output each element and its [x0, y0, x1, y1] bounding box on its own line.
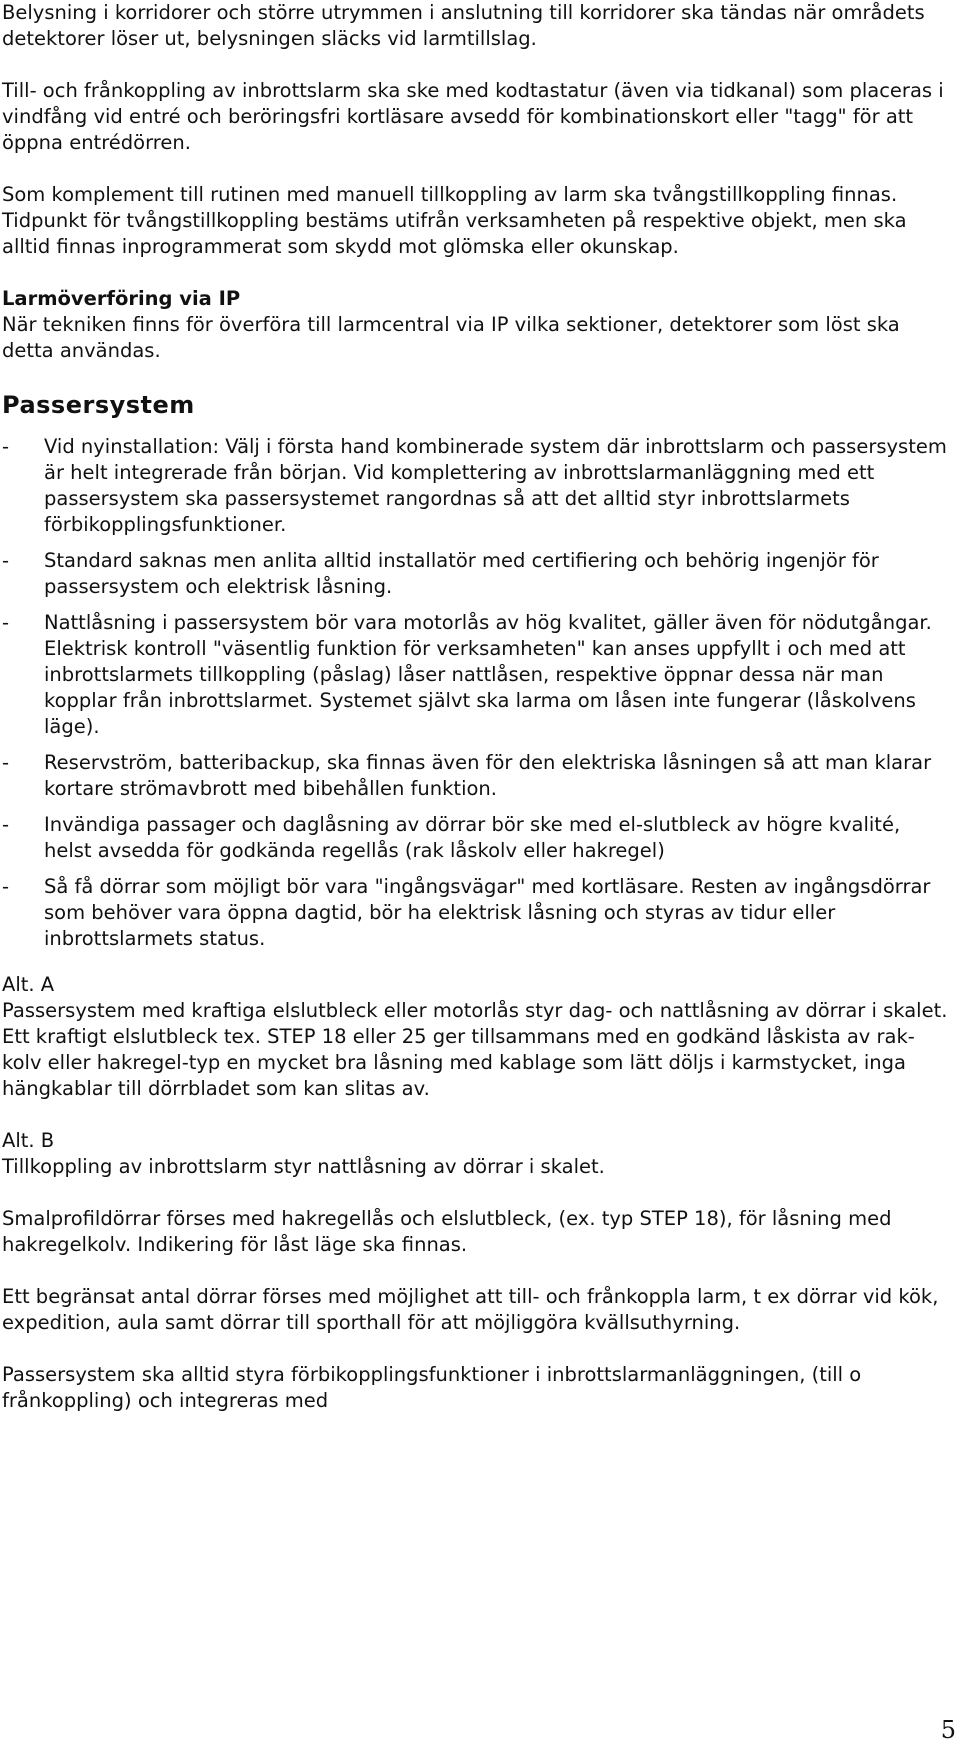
- page-number: 5: [940, 1716, 956, 1744]
- document-body: [2, 0, 952, 1414]
- passersystem-list: [2, 434, 952, 952]
- list-item: [2, 750, 952, 802]
- heading-ip-transfer: Larmöverföring via IP: [2, 287, 241, 310]
- list-item-text: Nattlåsning i passersystem bör vara motorlås av hög kvalitet, gäller även för nödutgångar. Elektrisk kontroll "väsentlig funktion för verksamheten" kan anses uppfyllt i och med att inbrottslarmets tillkoppling (påslag) låser nattlåsen, respektive öppnar dessa när man kopplar från inbrottslarmet. Systemet självt ska larma om låsen inte fungerar (låskolvens läge).: [44, 611, 932, 738]
- list-item-text: Så få dörrar som möjligt bör vara "ingångsvägar" med kortläsare. Resten av ingångsdörrar som behöver vara öppna dagtid, bör ha elektrisk låsning och styras av tidur eller inbrottslarmets status.: [44, 875, 931, 950]
- list-item-text: Invändiga passager och daglåsning av dörrar bör ske med el-slutbleck av högre kvalité, helst avsedda för godkända regellås (rak låskolv eller hakregel): [44, 813, 901, 862]
- alt-b-label: Alt. B: [2, 1129, 55, 1152]
- list-item-text: Standard saknas men anlita alltid installatör med certifiering och behörig ingenjör för passersystem och elektrisk låsning.: [44, 549, 879, 598]
- list-dash: -: [2, 813, 10, 836]
- list-item: [2, 874, 952, 952]
- list-item: [2, 548, 952, 600]
- paragraph-forced-arming: Som komplement till rutinen med manuell tillkoppling av larm ska tvångstillkoppling finnas. Tidpunkt för tvångstillkoppling bestäms utifrån verksamheten på respektive objekt, men ska alltid finnas inprogrammerat som skydd mot glömska eller okunskap.: [2, 183, 913, 258]
- paragraph-alarm-switching: Till- och frånkoppling av inbrottslarm ska ske med kodtastatur (även via tidkanal) som placeras i vindfång vid entré och beröringsfri kortläsare avsedd för kombinationskort eller "tagg" för att öppna entrédörren.: [2, 79, 950, 154]
- list-item: [2, 812, 952, 864]
- paragraph-limited-doors: Ett begränsat antal dörrar förses med möjlighet att till- och frånkoppla larm, t ex dörrar vid kök, expedition, aula samt dörrar till sporthall för att möjliggöra kvällsuthyrning.: [2, 1285, 945, 1334]
- paragraph-bypass-functions: Passersystem ska alltid styra förbikopplingsfunktioner i inbrottslarmanläggningen, (till o frånkoppling) och integreras med: [2, 1363, 868, 1412]
- paragraph-slim-profile-doors: Smalprofildörrar förses med hakregellås och elslutbleck, (ex. typ STEP 18), för låsning med hakregelkolv. Indikering för låst läge ska finnas.: [2, 1207, 898, 1256]
- alt-b-text: Tillkoppling av inbrottslarm styr nattlåsning av dörrar i skalet.: [2, 1155, 605, 1178]
- list-dash: -: [2, 435, 10, 458]
- list-item: [2, 434, 952, 538]
- heading-passersystem: Passersystem: [2, 391, 195, 419]
- list-dash: -: [2, 875, 10, 898]
- alt-a-label: Alt. A: [2, 973, 55, 996]
- list-item: [2, 610, 952, 740]
- paragraph-ip-transfer: När tekniken finns för överföra till larmcentral via IP vilka sektioner, detektorer som löst ska detta användas.: [2, 313, 906, 362]
- list-dash: -: [2, 611, 10, 634]
- list-dash: -: [2, 751, 10, 774]
- paragraph-lighting: Belysning i korridorer och större utrymmen i anslutning till korridorer ska tändas när områdets detektorer löser ut, belysningen släcks vid larmtillslag.: [2, 1, 931, 50]
- list-dash: -: [2, 549, 10, 572]
- list-item-text: Vid nyinstallation: Välj i första hand kombinerade system där inbrottslarm och passersystem är helt integrerade från början. Vid komplettering av inbrottslarmanläggning med ett passersystem ska passersystemet rangordnas så att det alltid styr inbrottslarmets förbikopplingsfunktioner.: [44, 435, 947, 536]
- alt-a-text: Passersystem med kraftiga elslutbleck eller motorlås styr dag- och nattlåsning av dörrar i skalet. Ett kraftigt elslutbleck tex. STEP 18 eller 25 ger tillsammans med en godkänd låskista av rak-kolv eller hakregel-typ en mycket bra låsning med kablage som lätt döljs i karmstycket, inga hängkablar till dörrbladet som kan slitas av.: [2, 999, 954, 1100]
- list-item-text: Reservström, batteribackup, ska finnas även för den elektriska låsningen så att man klarar kortare strömavbrott med bibehållen funktion.: [44, 751, 932, 800]
